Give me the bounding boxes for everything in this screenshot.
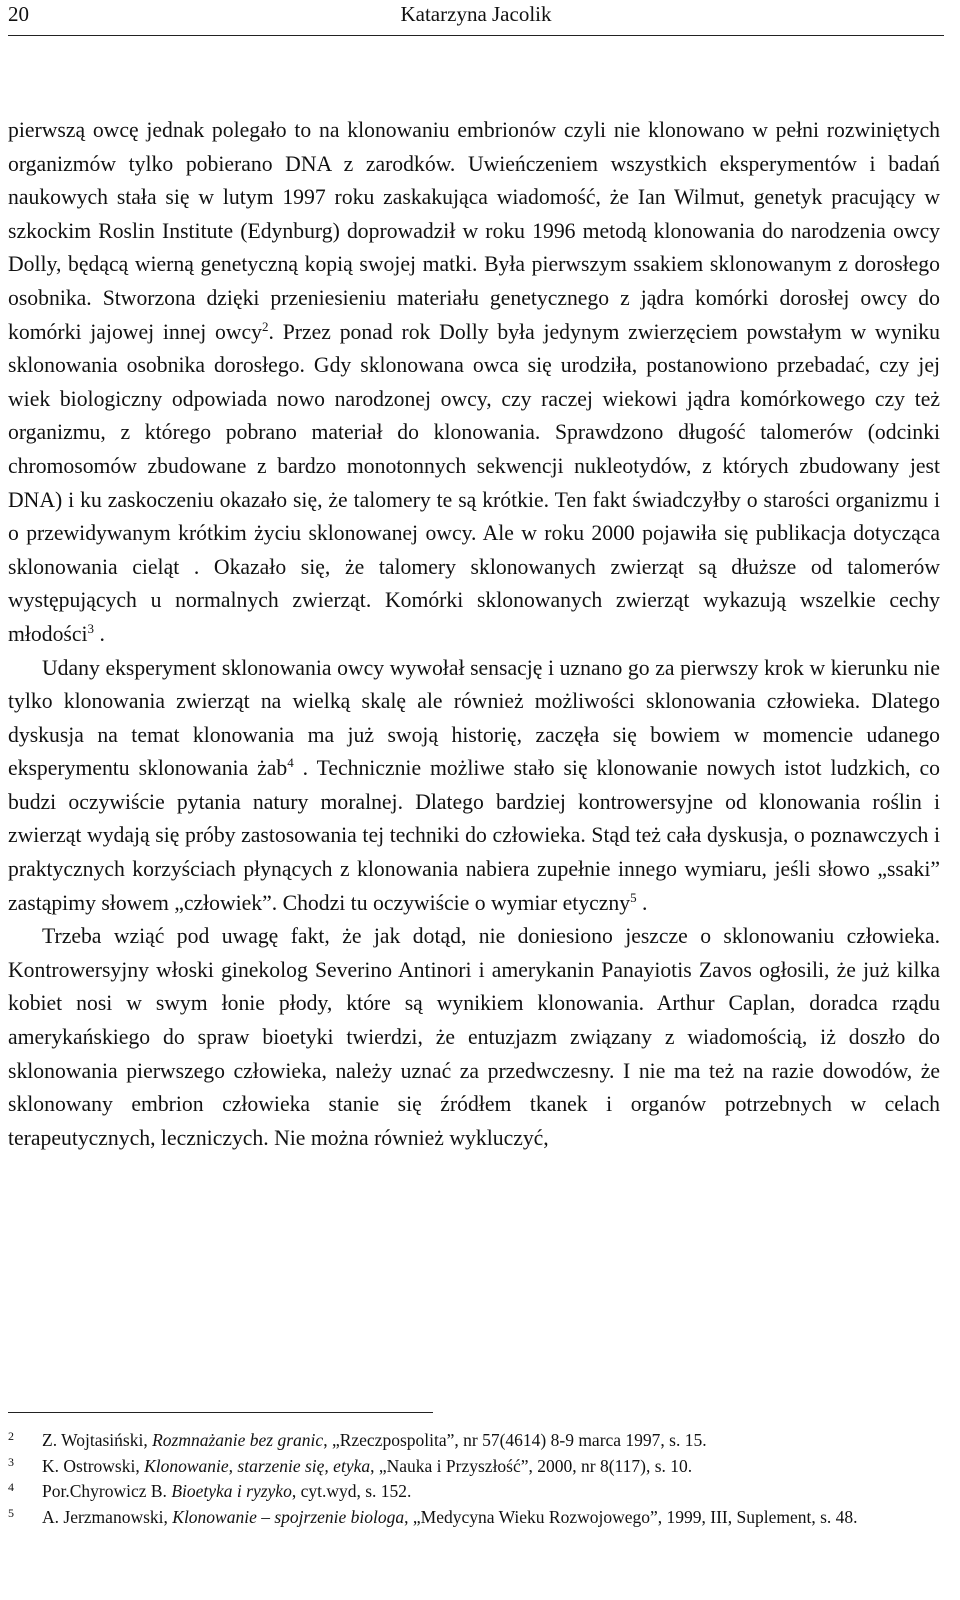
footnote-title: Bioetyka i ryzyko [171, 1481, 292, 1501]
running-header [8, 0, 944, 28]
footnote-2 [8, 1428, 940, 1454]
footnote-ref-5: 5 [630, 889, 637, 905]
running-title: Katarzyna Jacolik [400, 2, 552, 26]
paragraph-2-text-b: . Technicznie możliwe stało się klonowanie nowych istot ludzkich, co budzi oczywiście pytania natury moralnej. Dlatego bardziej kontrowersyjne od klonowania roślin i zwierząt wydają się próby zastosowania tej techniki do człowieka. Stąd też cała dyskusja, o poznawczych i praktycznych korzyściach płynących z klonowania nabiera zupełnie innego wymiaru, jeśli słowo „ssaki” zastąpimy słowem „człowiek”. Chodzi tu oczywiście o wymiar etyczny [8, 756, 940, 915]
footnote-ref-3: 3 [87, 620, 95, 636]
footnote-source: , „Rzeczpospolita”, nr 57(4614) 8-9 marca 1997, s. 15. [323, 1430, 707, 1450]
paragraph-2-text-c: . [636, 890, 648, 915]
footnote-title: Klonowanie, starzenie się, etyka [144, 1455, 371, 1476]
paragraph-3: Trzeba wziąć pod uwagę fakt, że jak dotąd, nie doniesiono jeszcze o sklonowaniu człowieka. Kontrowersyjny włoski ginekolog Severino Antinori i amerykanin Panayiotis Zavos ogłosili, że już kilka kobiet nosi w swym łonie płody, które są wynikiem klonowania. Arthur Caplan, doradca rządu amerykańskiego do spraw bioetyki twierdzi, że entuzjazm związany z wiadomością, iż doszło do sklonowania pierwszego człowieka, należy uznać za przedwczesny. I nie ma też na razie dowodów, że sklonowany embrion człowieka stanie się źródłem tkanek i organów potrzebnych w celach terapeutycznych, leczniczych. Nie można również wykluczyć, [8, 924, 940, 1150]
footnote-source: , cyt.wyd, s. 152. [291, 1481, 412, 1501]
footnote-source: , „Medycyna Wieku Rozwojowego”, 1999, III, Suplement, s. 48. [404, 1506, 858, 1527]
footnote-mark: 2 [8, 1429, 14, 1443]
footnote-title: Klonowanie – spojrzenie biologa [172, 1506, 405, 1527]
paragraph-1-text-a: pierwszą owcę jednak polegało to na klonowaniu embrionów czyli nie klonowano w pełni rozwiniętych organizmów tylko pobierano DNA z zarodków. Uwieńczeniem wszystkich eksperymentów i badań naukowych stała się w lutym 1997 roku zaskakująca wiadomość, że Ian Wilmut, genetyk pracujący w szkockim Roslin Institute (Edynburg) doprowadził w roku 1996 metodą klonowania do narodzenia owcy Dolly, będącą wierną genetyczną kopią swojej matki. Była pierwszym ssakiem sklonowanym z dorosłego osobnika. Stworzona dzięki przeniesieniu materiału genetycznego z jądra komórki dorosłej owcy do komórki jajowej innej owcy [8, 118, 940, 344]
footnote-mark: 5 [8, 1505, 14, 1520]
page-number: 20 [8, 2, 29, 26]
footnote-ref-4: 4 [287, 755, 294, 771]
footnote-text: K. Ostrowski, [42, 1455, 145, 1476]
footnote-ref-2: 2 [262, 318, 269, 334]
paragraph-1 [8, 114, 940, 652]
footnotes [8, 1428, 940, 1530]
footnote-5 [8, 1505, 940, 1531]
footnote-mark: 4 [8, 1480, 14, 1494]
footnote-title: Rozmnażanie bez granic [152, 1430, 324, 1450]
footnote-mark: 3 [8, 1454, 14, 1469]
paragraph-2 [8, 652, 940, 921]
paragraph-2-text-a: Udany eksperyment sklonowania owcy wywołał sensację i uznano go za pierwszy krok w kierunku nie tylko klonowania zwierząt na wielką skalę ale również możliwości sklonowania człowieka. Dlatego dyskusja na temat klonowania ma już swoją historię, zaczęła się bowiem w momencie udanego eksperymentu sklonowania żab [8, 655, 940, 781]
paragraph-1-text-c: . [94, 621, 105, 646]
footnote-text: A. Jerzmanowski, [42, 1506, 173, 1527]
footnote-rule [8, 1412, 433, 1413]
footnote-text: Por.Chyrowicz B. [42, 1481, 172, 1501]
footnote-source: , „Nauka i Przyszłość”, 2000, nr 8(117), s. 10. [370, 1455, 693, 1476]
paragraph-1-text-b: . Przez ponad rok Dolly była jedynym zwierzęciem powstałym w wyniku sklonowania osobnika dorosłego. Gdy sklonowana owca się urodziła, postanowiono przebadać, czy jej wiek biologiczny odpowiada nowo narodzonej owcy, czy raczej wiekowi jądra komórkowego czy też organizmu, z którego pobrano materiał do klonowania. Sprawdzono długość talomerów (odcinki chromosomów zbudowane z bardzo monotonnych sekwencji nukleotydów, z których zbudowany jest DNA) i ku zaskoczeniu okazało się, że talomery te są krótkie. Ten fakt świadczyłby o starości organizmu i o przewidywanym krótkim życiu sklonowanej owcy. Ale w roku 2000 pojawiła się publikacja dotycząca sklonowania cieląt . Okazało się, że talomery sklonowanych zwierząt są dłuższe od talomerów występujących u normalnych zwierząt. Komórki sklonowanych zwierząt wykazują wszelkie cechy młodości [8, 319, 940, 646]
footnote-text: Z. Wojtasiński, [42, 1430, 153, 1450]
header-rule [8, 35, 944, 36]
footnote-4 [8, 1479, 940, 1505]
footnote-3 [8, 1454, 940, 1480]
main-text [8, 114, 940, 1155]
